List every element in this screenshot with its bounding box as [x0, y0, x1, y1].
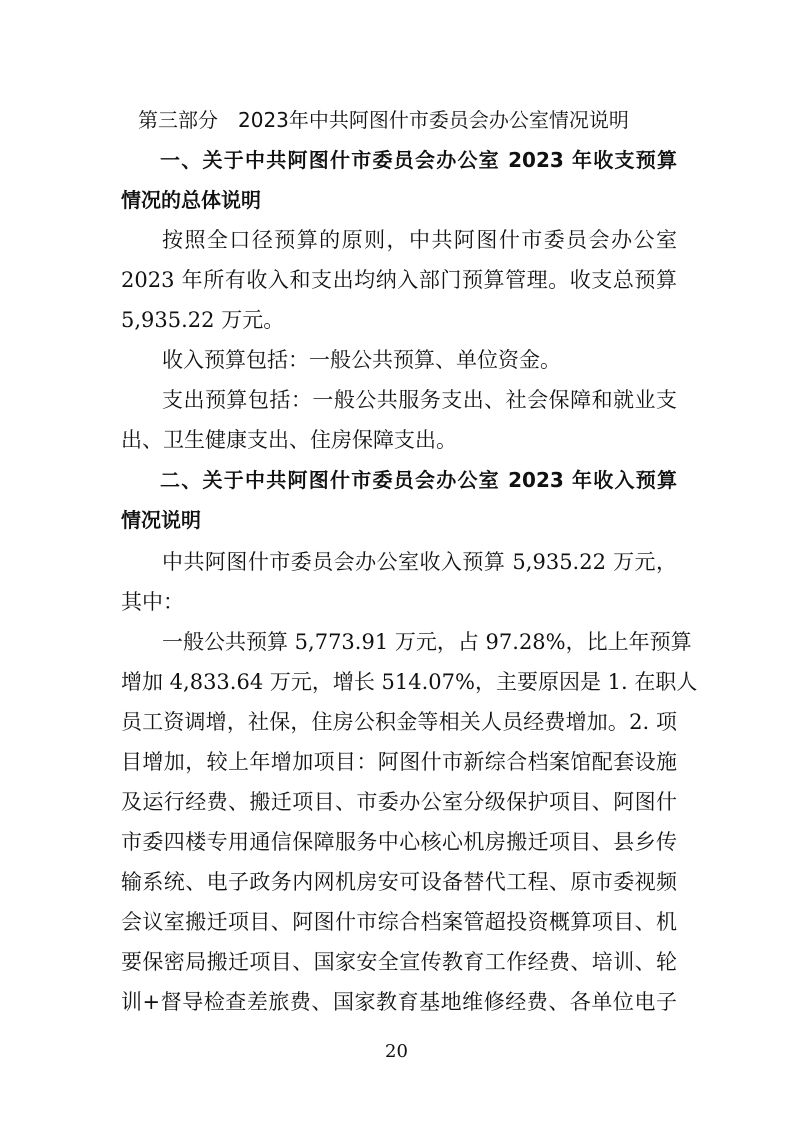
paragraph-line: 目增加，较上年增加项目：阿图什市新综合档案馆配套设施: [121, 750, 677, 774]
section-heading-2-line-1: 二、关于中共阿图什市委员会办公室 2023 年收入预算: [160, 468, 677, 492]
paragraph-line: 及运行经费、搬迁项目、市委办公室分级保护项目、阿图什: [121, 790, 677, 814]
paragraph-line: 其中：: [121, 590, 184, 614]
paragraph-line: 一般公共预算 5,773.91 万元，占 97.28%，比上年预算: [162, 630, 692, 654]
paragraph-line: 会议室搬迁项目、阿图什市综合档案管超投资概算项目、机: [121, 910, 677, 934]
section-heading-1-line-1: 一、关于中共阿图什市委员会办公室 2023 年收支预算: [160, 148, 677, 172]
paragraph-line: 按照全口径预算的原则，中共阿图什市委员会办公室: [162, 228, 677, 252]
page-number: 20: [385, 1041, 408, 1062]
paragraph-line: 员工资调增，社保，住房公积金等相关人员经费增加。2. 项: [121, 710, 677, 734]
paragraph-line: 输系统、电子政务内网机房安可设备替代工程、原市委视频: [121, 870, 677, 894]
paragraph-line: 增加 4,833.64 万元，增长 514.07%，主要原因是 1. 在职人: [121, 670, 698, 694]
paragraph-line: 支出预算包括：一般公共服务支出、社会保障和就业支: [162, 388, 677, 412]
paragraph-line: 出、卫生健康支出、住房保障支出。: [121, 428, 457, 452]
paragraph-line: 训+督导检查差旅费、国家教育基地维修经费、各单位电子: [121, 990, 677, 1014]
section-heading-1-line-2: 情况的总体说明: [121, 188, 261, 212]
paragraph-line: 要保密局搬迁项目、国家安全宣传教育工作经费、培训、轮: [121, 950, 677, 974]
page-title: 第三部分 2023年中共阿图什市委员会办公室情况说明: [138, 108, 629, 132]
paragraph-line: 市委四楼专用通信保障服务中心核心机房搬迁项目、县乡传: [121, 830, 677, 854]
paragraph-line: 中共阿图什市委员会办公室收入预算 5,935.22 万元，: [162, 550, 677, 574]
paragraph-line: 2023 年所有收入和支出均纳入部门预算管理。收支总预算: [121, 268, 677, 292]
paragraph-line: 收入预算包括：一般公共预算、单位资金。: [162, 348, 561, 372]
section-heading-2-line-2: 情况说明: [121, 508, 201, 532]
paragraph-line: 5,935.22 万元。: [121, 308, 285, 332]
